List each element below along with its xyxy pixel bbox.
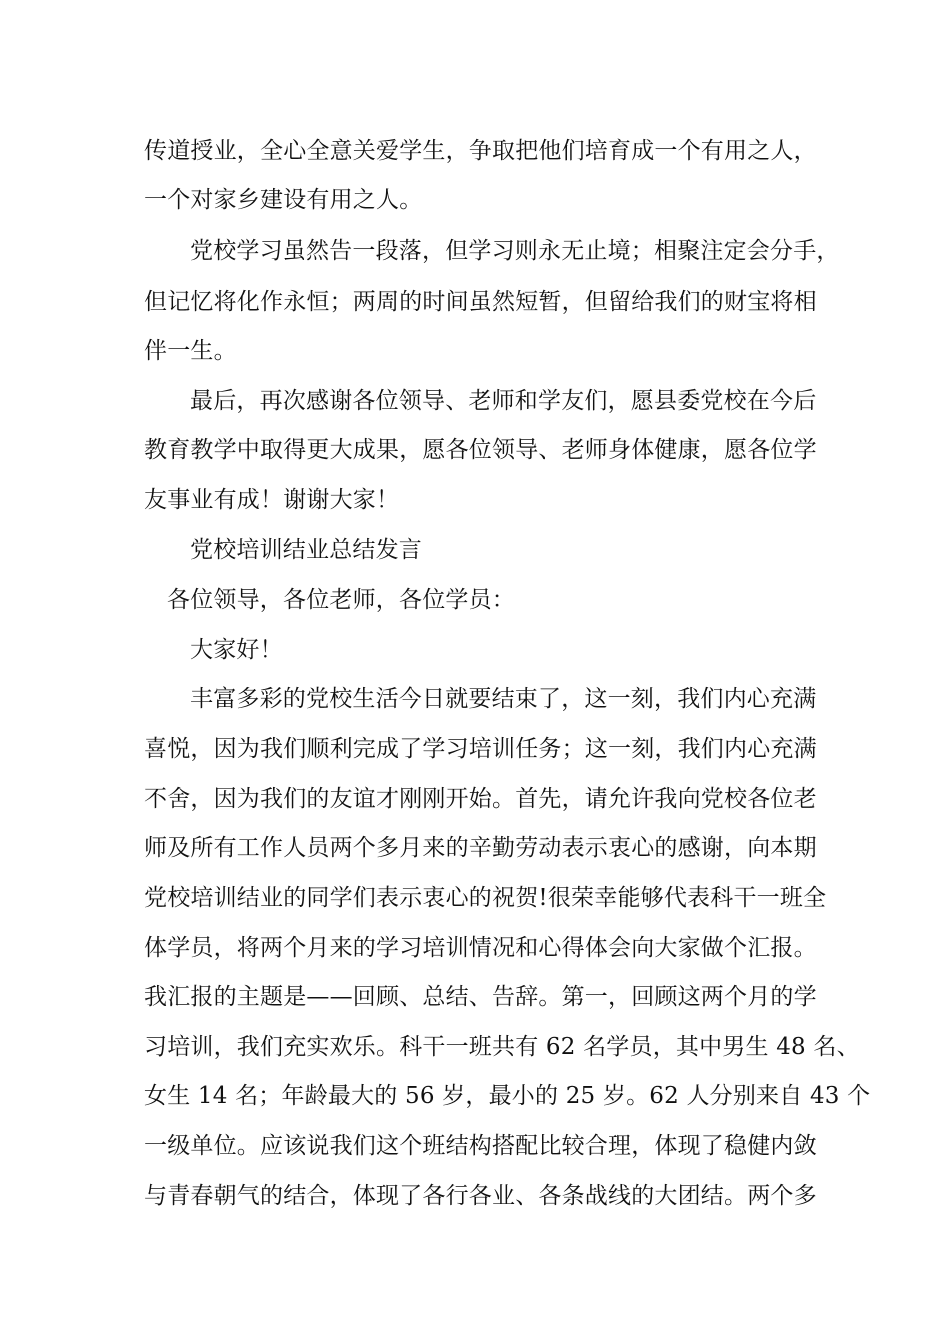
text-line: 伴一生。: [144, 338, 237, 364]
paragraph-start-line: 丰富多彩的党校生活今日就要结束了，这一刻，我们内心充满: [190, 686, 817, 712]
text-line: 友事业有成！谢谢大家！: [144, 487, 400, 513]
text-line: 我汇报的主题是——回顾、总结、告辞。第一，回顾这两个月的学: [144, 984, 817, 1010]
section-title: 党校培训结业总结发言: [190, 537, 422, 563]
text-line: 与青春朝气的结合，体现了各行各业、各条战线的大团结。两个多: [144, 1183, 817, 1209]
text-line: 教育教学中取得更大成果，愿各位领导、老师身体健康，愿各位学: [144, 437, 817, 463]
text-line: 女生 14 名；年龄最大的 56 岁，最小的 25 岁。62 人分别来自 43 个: [144, 1083, 871, 1109]
text-line: 师及所有工作人员两个多月来的辛勤劳动表示衷心的感谢，向本期: [144, 835, 817, 861]
paragraph-start-line: 最后，再次感谢各位领导、老师和学友们，愿县委党校在今后: [190, 388, 817, 414]
paragraph-start-line: 党校学习虽然告一段落，但学习则永无止境；相聚注定会分手，: [190, 238, 840, 264]
text-line: 传道授业，全心全意关爱学生，争取把他们培育成一个有用之人，: [144, 138, 817, 164]
text-line: 一个对家乡建设有用之人。: [144, 187, 423, 213]
text-line: 党校培训结业的同学们表示衷心的祝贺!很荣幸能够代表科干一班全: [144, 885, 827, 911]
text-line: 不舍，因为我们的友谊才刚刚开始。首先，请允许我向党校各位老: [144, 786, 817, 812]
text-line: 一级单位。应该说我们这个班结构搭配比较合理，体现了稳健内敛: [144, 1133, 817, 1159]
salutation: 各位领导，各位老师，各位学员：: [167, 587, 515, 613]
greeting: 大家好！: [190, 637, 283, 663]
text-line: 喜悦，因为我们顺利完成了学习培训任务；这一刻，我们内心充满: [144, 736, 817, 762]
text-line: 习培训，我们充实欢乐。科干一班共有 62 名学员，其中男生 48 名、: [144, 1034, 860, 1060]
text-line: 但记忆将化作永恒；两周的时间虽然短暂，但留给我们的财宝将相: [144, 289, 817, 315]
text-line: 体学员，将两个月来的学习培训情况和心得体会向大家做个汇报。: [144, 935, 817, 961]
